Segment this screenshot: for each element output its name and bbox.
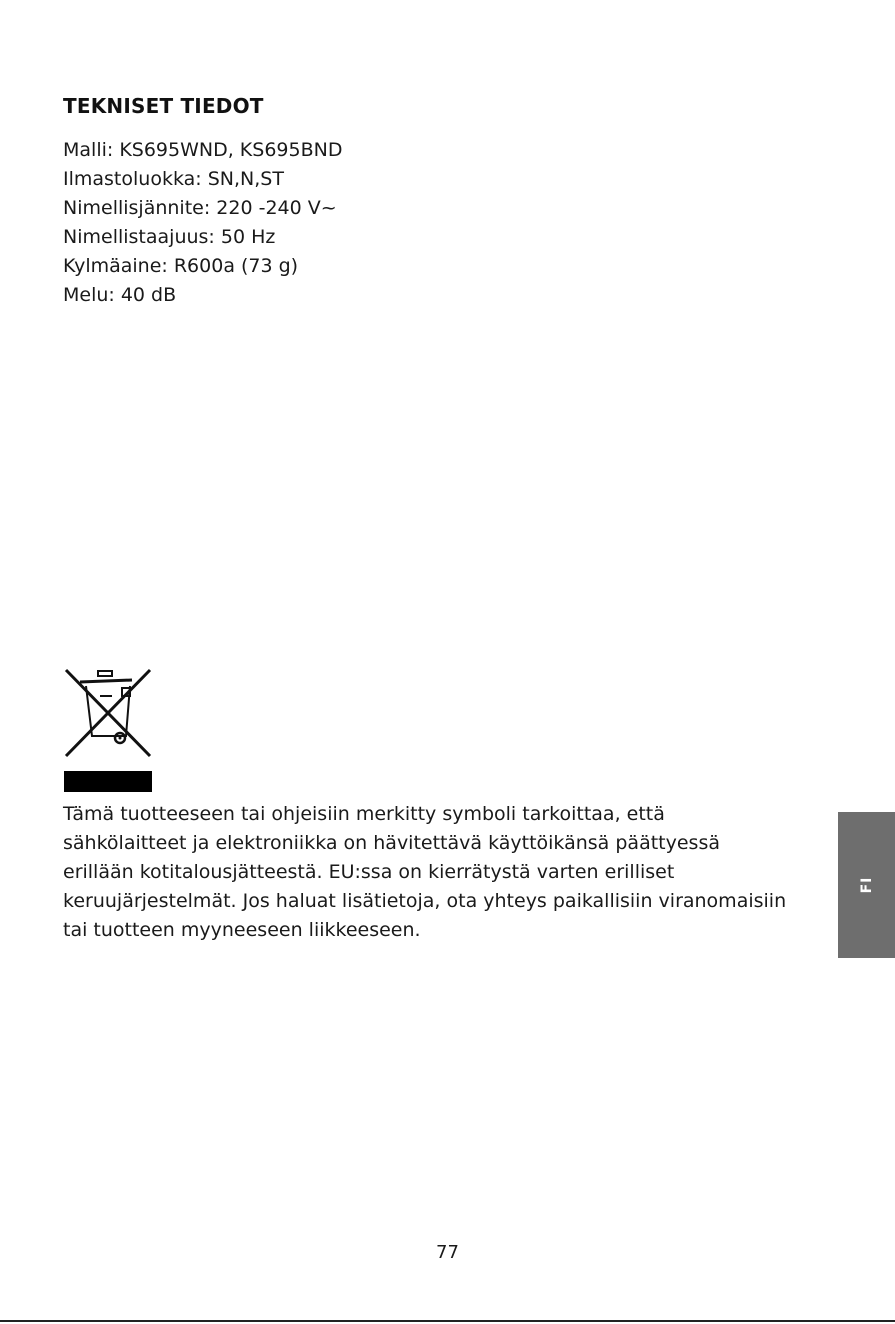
bottom-divider <box>0 1320 895 1322</box>
notice-line: keruujärjestelmät. Jos haluat lisätietoja, ota yhteys paikallisiin viranomaisiin <box>63 890 787 912</box>
page-heading: TEKNISET TIEDOT <box>63 94 264 118</box>
language-tab <box>838 812 895 958</box>
notice-line: tai tuotteen myyneeseen liikkeeseen. <box>63 919 421 941</box>
spec-rated-voltage: Nimellisjännite: 220 -240 V~ <box>63 197 337 219</box>
spec-model: Malli: KS695WND, KS695BND <box>63 139 343 161</box>
language-tab-label: FI <box>858 876 875 894</box>
weee-symbol-svg <box>62 664 154 794</box>
weee-notice-text <box>63 800 786 945</box>
spec-noise: Melu: 40 dB <box>63 284 177 306</box>
notice-line: sähkölaitteet ja elektroniikka on hävitettävä käyttöikänsä päättyessä <box>63 832 720 854</box>
notice-line: Tämä tuotteeseen tai ohjeisiin merkitty symboli tarkoittaa, että <box>63 803 665 825</box>
spec-refrigerant: Kylmäaine: R600a (73 g) <box>63 255 299 277</box>
spec-rated-frequency: Nimellistaajuus: 50 Hz <box>63 226 276 248</box>
crossed-out-wheelie-bin-icon <box>62 664 154 794</box>
technical-specs-list <box>63 136 342 310</box>
spec-climate-class: Ilmastoluokka: SN,N,ST <box>63 168 284 190</box>
page-number: 77 <box>436 1242 459 1263</box>
notice-line: erillään kotitalousjätteestä. EU:ssa on kierrätystä varten erilliset <box>63 861 675 883</box>
